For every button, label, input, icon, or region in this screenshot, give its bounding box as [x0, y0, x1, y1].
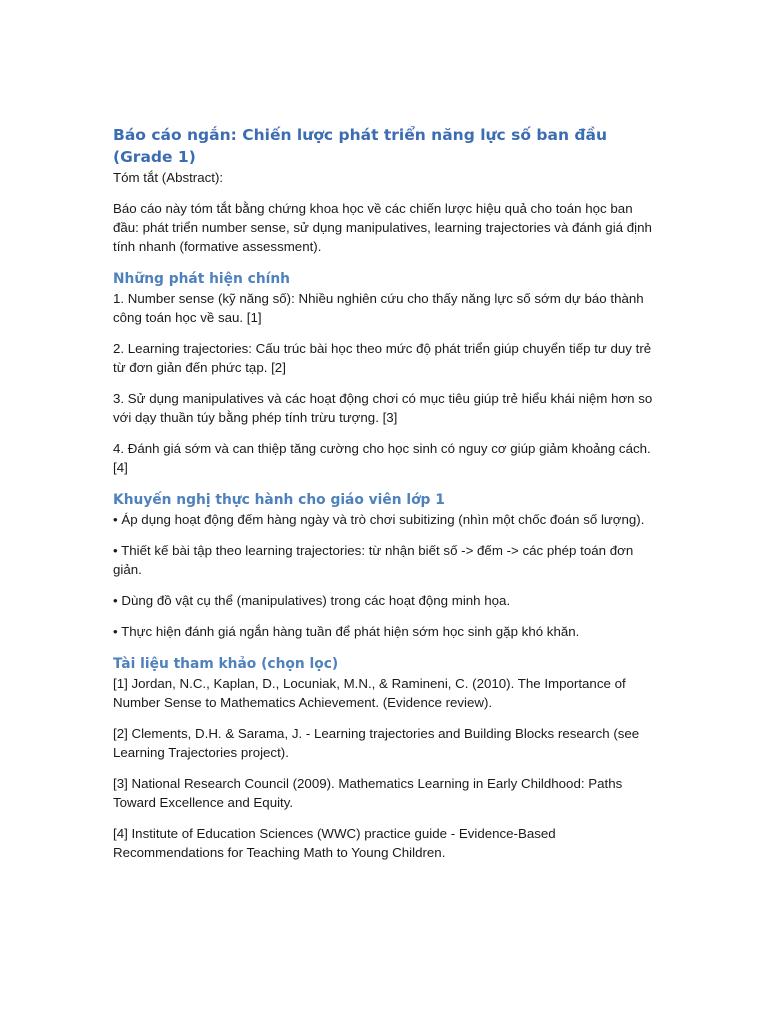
reference-item: [3] National Research Council (2009). Mathematics Learning in Early Childhood: Paths Toward Excellence and Equity.: [113, 776, 623, 810]
findings-section: [113, 269, 658, 477]
recommendations-section: [113, 490, 658, 641]
reference-item: [4] Institute of Education Sciences (WWC) practice guide - Evidence-Based Recommendations for Teaching Math to Young Children.: [113, 826, 556, 860]
recommendation-item: • Áp dụng hoạt động đếm hàng ngày và trò chơi subitizing (nhìn một chốc đoán số lượng).: [113, 512, 645, 527]
abstract-label: Tóm tắt (Abstract):: [113, 170, 224, 185]
findings-heading: Những phát hiện chính: [113, 271, 291, 287]
recommendation-item: • Thiết kế bài tập theo learning trajectories: từ nhận biết số -> đếm -> các phép toán đơn giản.: [113, 543, 634, 577]
reference-item: [1] Jordan, N.C., Kaplan, D., Locuniak, M.N., & Ramineni, C. (2010). The Importance of Number Sense to Mathematics Achievement. (Evidence review).: [113, 676, 626, 710]
references-section: [113, 654, 658, 862]
recommendation-item: • Dùng đồ vật cụ thể (manipulatives) trong các hoạt động minh họa.: [113, 593, 511, 608]
recommendation-item: • Thực hiện đánh giá ngắn hàng tuần để phát hiện sớm học sinh gặp khó khăn.: [113, 624, 580, 639]
finding-item: 2. Learning trajectories: Cấu trúc bài học theo mức độ phát triển giúp chuyển tiếp tư duy trẻ từ đơn giản đến phức tạp. [2]: [113, 341, 652, 375]
reference-item: [2] Clements, D.H. & Sarama, J. - Learning trajectories and Building Blocks research (see Learning Trajectories project).: [113, 726, 640, 760]
references-heading: Tài liệu tham khảo (chọn lọc): [113, 656, 339, 672]
finding-item: 4. Đánh giá sớm và can thiệp tăng cường cho học sinh có nguy cơ giúp giảm khoảng cách. [4]: [113, 441, 651, 475]
finding-item: 3. Sử dụng manipulatives và các hoạt động chơi có mục tiêu giúp trẻ hiểu khái niệm hơn so với dạy thuần túy bằng phép tính trừu tượng. [3]: [113, 391, 653, 425]
document-title: Báo cáo ngắn: Chiến lược phát triển năng lực số ban đầu (Grade 1): [113, 126, 607, 166]
recommendations-heading: Khuyến nghị thực hành cho giáo viên lớp 1: [113, 492, 445, 508]
abstract-text: Báo cáo này tóm tắt bằng chứng khoa học về các chiến lược hiệu quả cho toán học ban đầu: phát triển number sense, sử dụng manipulatives, learning trajectories và đánh giá định tính nhanh (formative assessment).: [113, 201, 652, 254]
finding-item: 1. Number sense (kỹ năng số): Nhiều nghiên cứu cho thấy năng lực số sớm dự báo thành công toán học về sau. [1]: [113, 291, 644, 325]
